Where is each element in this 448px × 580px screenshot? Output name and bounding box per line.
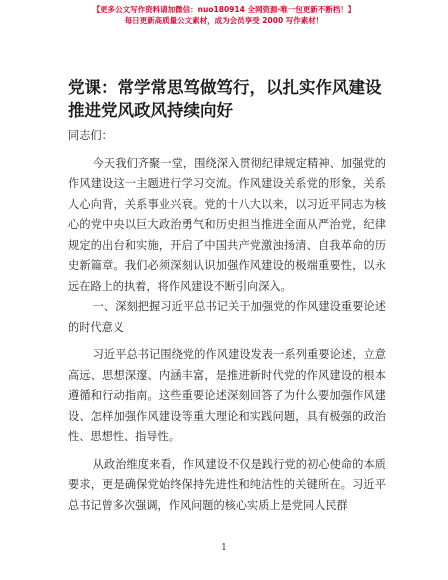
- page-number: 1: [221, 543, 227, 553]
- promo-banner-line-1: 【更多公文写作资料请加微信：nuo180914 全网资源·唯一包更新不断档！】: [92, 5, 356, 14]
- paragraph-3: 从政治维度来看，作风建设不仅是践行党的初心使命的本质要求，更是确保党始终保持先进性和纯洁性的关键所在。习近平总书记曾多次强调，作风问题的核心实质上是党同人民群: [68, 457, 386, 512]
- promo-banner: [0, 4, 448, 26]
- salutation: 同志们：: [68, 129, 113, 142]
- promo-banner-line-2: 每日更新高质量公文素材，成为会员享受 2000 写作素材！: [124, 16, 324, 25]
- section-heading-1: 一、深刻把握习近平总书记关于加强党的作风建设重要论述的时代意义: [68, 300, 386, 334]
- paragraph-1: 今天我们齐聚一堂，围绕深入贯彻纪律规定精神、加强党的作风建设这一主题进行学习交流。作风建设关系党的形象，关系人心向背，关系事业兴衰。党的十八大以来，以习近平同志为核心的党中央以巨大政治勇气和历史担当推进全面从严治党，纪律规定的出台和实施，开启了中国共产党激浊扬清、自我革命的历史新篇章。我们必须深刻认识加强作风建设的极端重要性，以永远在路上的执着，将作风建设不断引向深入。: [68, 156, 386, 293]
- document-body: [68, 126, 386, 516]
- document-title: 党课：常学常思笃做笃行，以扎实作风建设推进党风政风持续向好: [68, 78, 382, 120]
- paragraph-2: 习近平总书记围绕党的作风建设发表一系列重要论述，立意高远、思想深邃、内涵丰富，是推进新时代党的作风建设的根本遵循和行动指南。这些重要论述深刻回答了为什么要加强作风建设、怎样加强作风建设等重大理论和实践问题，具有极强的政治性、思想性、指导性。: [68, 348, 386, 443]
